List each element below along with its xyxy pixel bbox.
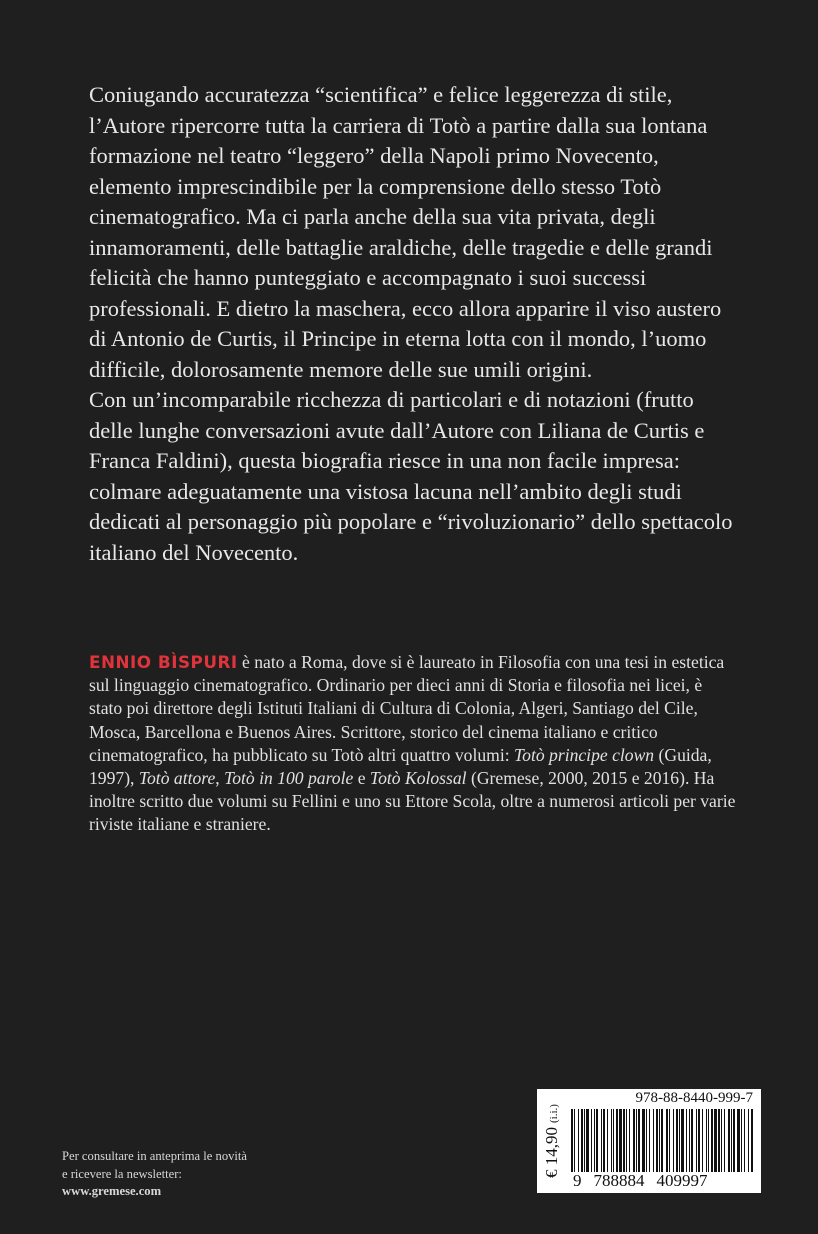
publisher-url[interactable]: www.gremese.com [62, 1184, 162, 1198]
ean-digits [573, 1171, 757, 1191]
back-cover-blurb [89, 80, 739, 568]
book-title: Totò in 100 parole [224, 768, 354, 789]
bio-text: (Guida, 1997), [89, 744, 712, 789]
ean-first-digit: 9 [573, 1171, 582, 1190]
isbn-number: 978-88-8440-999-7 [635, 1090, 753, 1106]
blurb-paragraph: Coniugando accuratezza “scientifica” e felice leggerezza di stile, l’Autore ripercorre tutta la carriera di Totò a partire dalla sua lontana formazione nel teatro “leggero” della Napoli primo Novecento, elemento imprescindibile per la comprensione dello stesso Totò cinematografico. Ma ci parla anche della sua vita privata, degli innamoramenti, delle battaglie araldiche, delle tragedie e delle grandi felicità che hanno punteggiato e accompagnato i suoi successi professionali. E dietro la maschera, ecco allora apparire il viso austero di Antonio de Curtis, il Principe in eterna lotta con il mondo, l’uomo difficile, dolorosamente memore delle sue umili origini. [89, 82, 722, 382]
book-title: Totò Kolossal [369, 768, 467, 789]
bio-text: e [353, 768, 370, 789]
barcode-icon [571, 1109, 753, 1172]
newsletter-promo [62, 1148, 322, 1201]
price-label [537, 1089, 567, 1193]
price-note: (i.i.) [548, 1104, 560, 1123]
author-name: ENNIO BÌSPURI [89, 652, 238, 672]
promo-line: Per consultare in anteprima le novità [62, 1149, 247, 1163]
blurb-paragraph: Con un’incomparabile ricchezza di particolari e di notazioni (frutto delle lunghe conversazioni avute dall’Autore con Liliana de Curtis e Franca Faldini), questa biografia riesce in una non facile impresa: colmare adeguatamente una vistosa lacuna nell’ambito degli studi dedicati al personaggio più popolare e “rivoluzionario” dello spettacolo italiano del Novecento. [89, 387, 733, 565]
bio-text: è nato a Roma, dove si è laureato in Filosofia con una tesi in estetica sul linguaggio cinematografico. Ordinario per dieci anni di Storia e filosofia nei licei, è stato poi direttore degli Istituti Italiani di Cultura di Colonia, Algeri, Santiago del Cile, Mosca, Barcellona e Buenos Aires. Scrittore, storico del cinema italiano e critico cinematografico, ha pubblicato su Totò altri quattro volumi: [89, 652, 725, 765]
book-title: Totò principe clown [514, 744, 655, 765]
book-title: Totò attore [138, 768, 216, 789]
promo-line: e ricevere la newsletter: [62, 1166, 182, 1181]
bio-text: (Gremese, 2000, 2015 e 2016). Ha inoltre scritto due volumi su Fellini e uno su Ettore Scola, oltre a numerosi articoli per varie riviste italiane e straniere. [89, 768, 736, 835]
author-bio [89, 651, 739, 837]
ean-left-digits: 788884 [593, 1171, 645, 1190]
price-value: € 14,90 [542, 1126, 561, 1178]
bio-text: , [215, 768, 225, 789]
barcode-box [537, 1089, 761, 1193]
ean-right-digits: 409997 [656, 1171, 708, 1190]
